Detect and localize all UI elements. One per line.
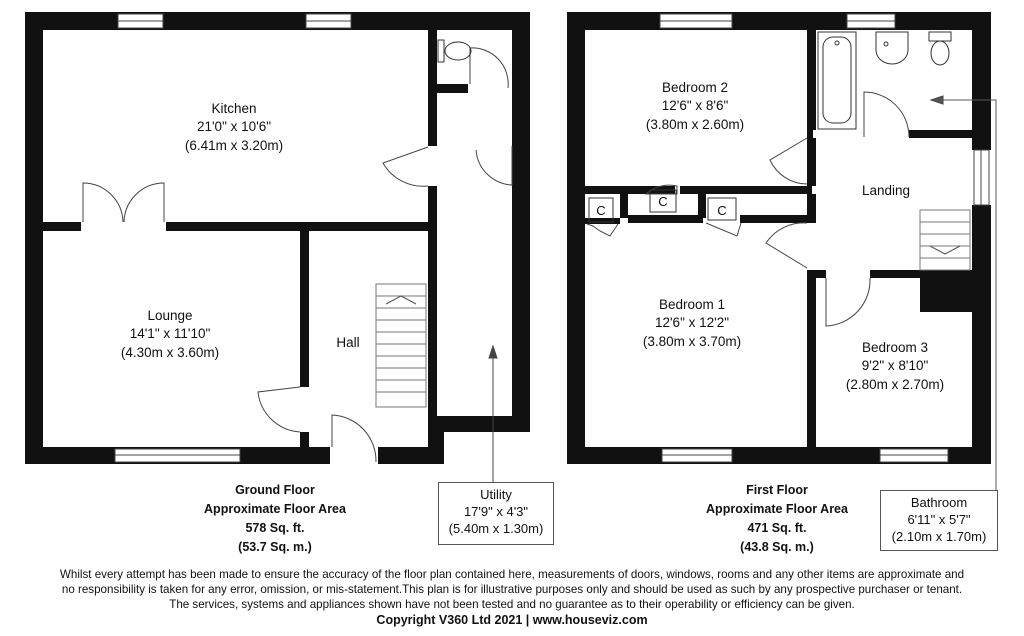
door-bathroom [864, 92, 909, 137]
room-labels [121, 80, 944, 392]
bath-tub [818, 32, 856, 129]
ground-wall-left [25, 12, 43, 464]
bathroom-callout-name: Bathroom [910, 495, 968, 510]
ground-floor-sqft: 578 Sq. ft. [245, 521, 305, 535]
ground-wall-right [512, 12, 530, 432]
ground-wall-lounge-hall [300, 231, 309, 387]
ground-wall-kitchen-utility-lower [428, 186, 437, 416]
first-wall-bath-bottom-left [807, 130, 813, 138]
door-front [332, 415, 376, 462]
label-landing-name: Landing [861, 183, 911, 198]
bathroom-callout [880, 490, 998, 551]
first-wall-bed1-right [807, 270, 816, 447]
ground-floor-sqm: (53.7 Sq. m.) [238, 540, 312, 554]
label-lounge-name: Lounge [147, 308, 193, 323]
disclaimer-line-3: The services, systems and appliances shown have not been tested and no guarantee as to their operability or efficiency can be given. [169, 598, 855, 611]
door-bedroom2 [770, 138, 807, 184]
ground-wall-kitchen-lounge-a [43, 222, 81, 231]
ground-wall-wc [428, 84, 468, 93]
label-bedroom1-dims: 12'6" x 12'2" [654, 315, 730, 330]
first-wall-cupboard-box2 [698, 186, 706, 218]
label-lounge-metric: (4.30m x 3.60m) [120, 345, 220, 360]
first-floor-area-summary [692, 481, 862, 557]
ground-floor-title: Ground Floor [235, 483, 315, 497]
first-wall-bed1-top-b [740, 215, 815, 223]
bathroom-callout-metric: (2.10m x 1.70m) [891, 529, 987, 544]
door-kitchen-lounge-right [124, 183, 164, 222]
label-kitchen-name: Kitchen [211, 101, 257, 116]
door-wc [470, 48, 508, 88]
wash-basin [876, 32, 908, 64]
door-cupboard-left [587, 224, 618, 236]
first-wall-bed3-top-a [816, 270, 826, 278]
first-floor-sqm: (43.8 Sq. m.) [740, 540, 814, 554]
label-lounge-dims: 14'1" x 11'10" [129, 326, 211, 341]
first-wall-stair-block [920, 270, 972, 312]
first-wall-top [567, 12, 991, 30]
first-wall-bath-left [807, 30, 816, 130]
copyright-text: Copyright V360 Ltd 2021 | www.houseviz.com [376, 613, 648, 627]
first-wall-right-top [972, 12, 991, 150]
label-bedroom3-metric: (2.80m x 2.70m) [845, 377, 945, 392]
first-floor-plan [567, 12, 991, 464]
label-cupboard-1: C [596, 203, 606, 218]
ground-wall-kitchen-lounge-b [166, 222, 428, 231]
door-kitchen-utility [383, 147, 428, 186]
first-wall-bed1-right-top [807, 194, 816, 223]
door-utility-side [476, 146, 512, 185]
ground-wall-lounge-hall-low [300, 432, 309, 447]
door-bedroom3 [826, 278, 870, 326]
first-floor-subtitle: Approximate Floor Area [706, 502, 848, 516]
label-bedroom3-name: Bedroom 3 [861, 340, 929, 355]
label-bedroom1-name: Bedroom 1 [658, 297, 726, 312]
label-cupboard-2: C [658, 194, 668, 209]
first-wall-cupboard-box [620, 186, 628, 218]
first-floor-title: First Floor [746, 483, 808, 497]
ground-floor-subtitle: Approximate Floor Area [204, 502, 346, 516]
door-lounge-hall [258, 387, 300, 432]
toilet-ground [438, 40, 444, 62]
label-bedroom3-dims: 9'2" x 8'10" [861, 358, 929, 373]
first-wall-cupboard-bottom [628, 215, 703, 223]
ground-wall-utility-right-lower [512, 185, 530, 193]
door-cupboard-right [706, 223, 741, 236]
utility-callout-name: Utility [480, 487, 512, 502]
first-floor-fittings [587, 14, 996, 490]
ground-wall-utility-step-v [428, 416, 444, 464]
label-hall-name: Hall [336, 335, 360, 350]
ground-floor-area-summary [190, 481, 360, 557]
label-bedroom1-metric: (3.80m x 3.70m) [642, 334, 742, 349]
label-kitchen-metric: (6.41m x 3.20m) [184, 138, 284, 153]
utility-callout-dims: 17'9" x 4'3" [463, 504, 529, 519]
label-bedroom2-name: Bedroom 2 [661, 80, 729, 95]
first-wall-bed3-top-b [870, 270, 920, 278]
first-wall-left [567, 12, 585, 464]
label-kitchen-dims: 21'0" x 10'6" [196, 119, 272, 134]
ground-wall-top [25, 12, 530, 30]
label-bedroom2-dims: 12'6" x 8'6" [661, 98, 729, 113]
first-floor-sqft: 471 Sq. ft. [747, 521, 807, 535]
door-bedroom1 [766, 223, 807, 268]
first-wall-bed2-right-low [807, 138, 816, 186]
stairs-first [920, 210, 970, 270]
first-wall-bath-bottom [909, 130, 972, 138]
door-kitchen-lounge-left [83, 183, 123, 222]
label-cupboard-3: C [717, 203, 727, 218]
disclaimer-line-2: no responsibility is taken for any error, omission, or mis-statement.This plan is for illustrative purposes only and should be used as such by any prospective purchaser or tenant. [61, 583, 963, 596]
first-wall-right-bottom [972, 205, 991, 464]
utility-callout [438, 482, 554, 545]
toilet-first [929, 32, 951, 65]
bathroom-callout-dims: 6'11" x 5'7" [907, 512, 971, 527]
first-wall-bed1-top-a [585, 218, 620, 224]
disclaimer-text [0, 567, 1024, 612]
disclaimer-line-1: Whilst every attempt has been made to ensure the accuracy of the floor plan contained here, measurements of doors, windows, rooms and any other items are approximate and [59, 568, 965, 581]
stairs-ground [376, 284, 426, 407]
utility-callout-metric: (5.40m x 1.30m) [448, 521, 544, 536]
label-bedroom2-metric: (3.80m x 2.60m) [645, 117, 745, 132]
ground-floor-plan [25, 12, 530, 464]
